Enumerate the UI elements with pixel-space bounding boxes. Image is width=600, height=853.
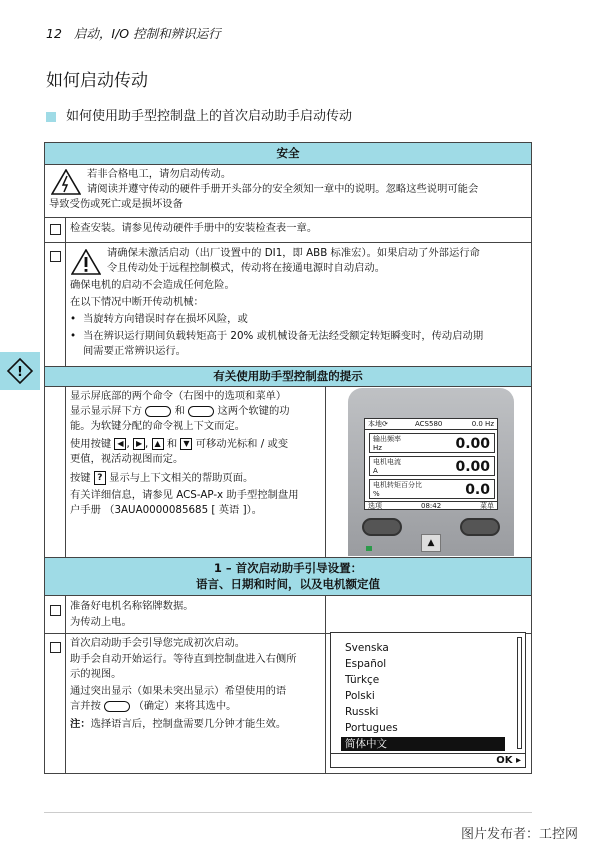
ok-label[interactable]: OK ▸ [496,755,521,766]
tips-line2 [70,405,290,419]
tips-bar [45,366,531,386]
panel-up-key[interactable]: ▲ [421,534,441,552]
tips-line4: 使用按键 ◀ , ▶ , ▲ 和 ▼ 可移动光标和 / 或变 [70,438,289,450]
footer-divider [44,812,532,813]
col-divider [65,387,66,557]
col-divider [325,596,326,633]
warning-triangle-icon [51,169,81,195]
checkbox[interactable] [50,605,61,616]
tips-line4-a: 使用按键 [70,438,112,450]
guide-line5 [70,700,236,714]
bullet2-line2: 间需要正常辨识运行。 [83,345,186,357]
tips-title: 有关使用助手型控制盘的提示 [213,368,363,383]
guide-line4: 通过突出显示（如果未突出显示）希望使用的语 [70,685,287,697]
ensure-safe-text: 确保电机的启动不会造成任何危险。 [70,279,235,291]
running-header [46,26,221,43]
language-option[interactable]: Polski [345,690,375,702]
warn1-line3: 导致受伤或死亡或是损坏设备 [49,198,183,210]
warn2-line1: 请确保未激活启动（出厂设置中的 DI1，即 ABB 标准宏）。如果启动了外部运行命 [107,247,480,259]
row1-value: 0.00 [455,436,490,452]
warn1-line2: 请阅读并遵守传动的硬件手册开头部分的安全须知一章中的说明。忽略这些说明可能会 [87,183,479,195]
tips-line2-c: 这两个软键的功 [217,405,290,417]
panel-soft-left: 选项 [368,502,382,510]
warning-row-1 [45,164,531,217]
section-heading: 如何启动传动 [46,71,148,91]
tips-line6 [70,471,253,486]
heading-marker [46,112,56,122]
footer-credit: 图片发布者：工控网 [460,827,578,842]
wizard-title-line1: 1 – 首次启动助手引导设置： [213,560,363,575]
checkbox[interactable] [50,224,61,235]
start-diamond-icon [0,352,40,390]
col-divider [65,634,66,774]
tips-line3: 能。为软键分配的命令视上下文而定。 [70,420,246,432]
row3-value: 0.0 [465,482,490,498]
col-divider [325,634,326,774]
panel-time: 08:42 [421,502,442,510]
checkbox[interactable] [50,642,61,653]
warning-exclamation-icon [71,249,101,275]
guide-line5-a: 言并按 [70,700,101,712]
panel-row-3 [369,479,495,499]
warning-row-2 [45,242,531,366]
warn1-line1: 若非合格电工，请勿启动传动。 [87,168,232,180]
scrollbar[interactable] [517,637,522,749]
language-option[interactable]: Portugues [345,722,398,734]
chapter-title: 启动，I/O 控制和辨识运行 [73,26,221,41]
row3-label: 电机转矩百分比 [373,481,422,489]
softkey-right-icon [188,406,214,417]
language-option[interactable]: Russki [345,706,379,718]
tips-line4-b: 和 [166,438,178,450]
row1-label: 输出频率 [373,435,401,443]
page-number: 12 [46,26,62,41]
subsection-title: 如何使用助手型控制盘上的首次启动助手启动传动 [66,109,353,124]
up-arrow-key-icon: ▲ [152,438,164,450]
panel-softkey-right-button[interactable] [460,518,500,536]
panel-status-right: 0.0 Hz [471,420,494,428]
guide-line2: 助手会自动开始运行。等待直到控制盘进入右侧所 [70,653,297,665]
safety-bar [45,143,531,164]
softkey-left-icon [145,406,171,417]
language-option[interactable]: Svenska [345,642,389,654]
prep-line1: 准备好电机名称铭牌数据。 [70,600,194,612]
down-arrow-key-icon: ▼ [180,438,192,450]
subsection-heading [46,108,352,126]
check-install-text: 检查安装。请参见传动硬件手册中的安装检查表一章。 [70,222,318,234]
panel-row-1 [369,433,495,453]
guide-line5-b: （确定）来将其选中。 [133,700,237,712]
tips-line7: 有关详细信息，请参见 ACS-AP-x 助手型控制盘用 [70,489,299,501]
bullet-dot: • [70,313,77,325]
col-divider [65,218,66,242]
note-label: 注： [70,718,91,730]
wizard-bar [45,557,531,595]
language-list-display [330,632,526,768]
control-panel-image [348,388,514,556]
bullet1-text: 当旋转方向错误时存在损坏风险，或 [83,313,248,325]
prep-row [45,595,531,633]
bullet-dot: • [70,330,77,342]
tips-line5: 更值，视活动视图而定。 [70,453,184,465]
disconnect-text: 在以下情况中断开传动机械： [70,296,204,308]
col-divider [65,596,66,633]
language-option[interactable]: 简体中文 [341,737,505,751]
row2-value: 0.00 [455,459,490,475]
tips-line6-a: 按键 [70,472,91,484]
row2-unit: A [373,467,378,475]
tips-line4-c: 可移动光标和 / 或变 [195,438,289,450]
wizard-title-line2: 语言、日期和时间，以及电机额定值 [196,576,380,591]
col-divider [65,243,66,366]
panel-led [366,546,372,551]
note-line [70,718,286,732]
tips-line6-b: 显示与上下文相关的帮助页面。 [109,472,254,484]
svg-text:!: ! [17,365,23,380]
panel-status-left: 本地⟳ [368,420,388,428]
panel-status-bar [365,419,497,430]
row2-label: 电机电流 [373,458,401,466]
check-install-row [45,217,531,242]
tips-line1: 显示屏底部的两个命令（右图中的选项和菜单） [70,390,287,402]
panel-softkey-bar [365,501,497,510]
row3-unit: % [373,490,380,498]
warn2-line2: 令且传动处于远程控制模式，传动将在接通电源时自动启动。 [107,262,386,274]
panel-row-2 [369,456,495,476]
tips-line2-b: 和 [174,405,185,417]
tips-line8: 户手册 （3AUA0000085685 [ 英语 ]）。 [70,504,263,516]
panel-softkey-left-button[interactable] [362,518,402,536]
tips-line2-a: 显示显示屏下方 [70,405,143,417]
prep-line2: 为传动上电。 [70,616,132,628]
note-text: 选择语言后，控制盘需要几分钟才能生效。 [90,718,287,730]
language-option[interactable]: Español [345,658,387,670]
ok-softkey-bar [331,753,525,767]
panel-soft-right: 菜单 [480,502,494,510]
help-key-icon: ? [94,471,106,485]
row1-unit: Hz [373,444,382,452]
checkbox[interactable] [50,251,61,262]
col-divider [325,387,326,557]
guide-line1: 首次启动助手会引导您完成初次启动。 [70,637,246,649]
language-option[interactable]: Türkçe [345,674,380,686]
safety-title: 安全 [276,145,300,160]
softkey-ok-icon [104,701,130,712]
guide-line3: 示的视图。 [70,668,122,680]
panel-display [364,418,498,510]
left-arrow-key-icon: ◀ [114,438,126,450]
panel-status-mid: ACS580 [415,420,443,428]
right-arrow-key-icon: ▶ [133,438,145,450]
bullet2-line1: 当在辨识运行期间负载转矩高于 20% 或机械设备无法经受额定转矩瞬变时，传动启动期 [83,330,484,342]
